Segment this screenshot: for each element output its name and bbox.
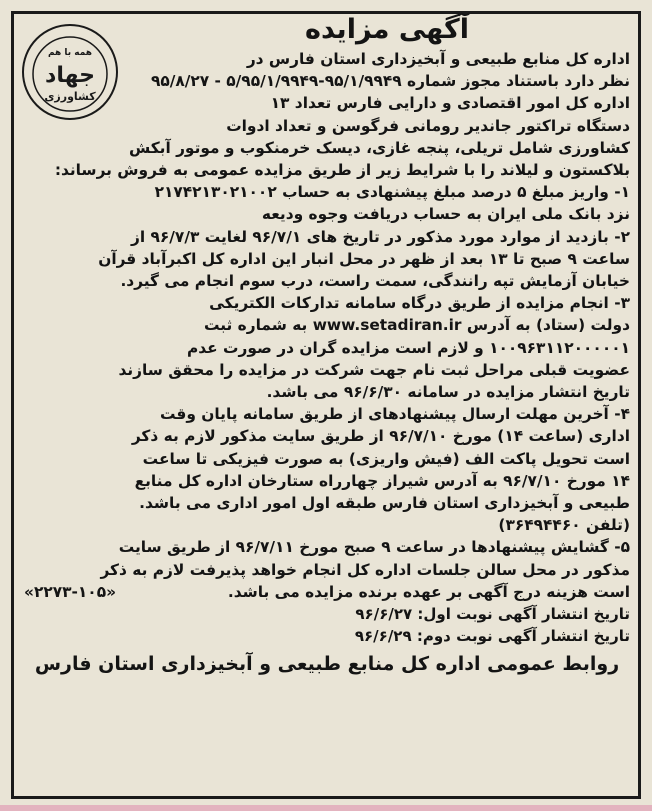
notice-content xyxy=(24,14,630,675)
logo-top-text: همه با هم xyxy=(47,48,93,58)
clause-line: نزد بانک ملی ایران به حساب دریافت وجوه ودیعه xyxy=(261,205,630,224)
clause-line: مذکور در محل سالن جلسات اداره کل انجام خواهد پذیرفت لازم به ذکر xyxy=(100,560,630,579)
clause-line: ساعت ۹ صبح تا ۱۳ بعد از ظهر در محل انبار این اداره کل اکبرآباد قرآن xyxy=(98,249,630,268)
reference-number: «۲۲۷۳-۱۰۵» xyxy=(24,582,117,601)
clause-line-with-reference xyxy=(24,581,630,603)
clause-line: طبیعی و آبخیزداری استان فارس طبقه اول امور اداری می باشد. xyxy=(139,494,630,513)
intro-line: نظر دارد باستناد مجوز شماره ۹۵/۱/۹۹۴۹-۵/۹۵/۱/۹۹۴۹ - ۹۵/۸/۲۷ xyxy=(150,72,630,91)
intro-line: اداره کل امور اقتصادی و دارایی فارس تعداد ۱۳ xyxy=(270,94,630,113)
clause-line: ۴- آخرین مهلت ارسال پیشنهادهای از طریق سامانه پایان وقت xyxy=(159,405,630,424)
intro-line: دستگاه تراکتور جاندیر رومانی فرگوسن و تعداد ادوات xyxy=(226,116,630,135)
clause-4 xyxy=(24,403,630,536)
clause-5 xyxy=(24,536,630,603)
clause-line: ۲- بازدید از موارد مورد مذکور در تاریخ های ۹۶/۷/۱ لغایت ۹۶/۷/۳ از xyxy=(131,227,630,246)
intro-line: اداره کل منابع طبیعی و آبخیزداری استان فارس در xyxy=(246,50,630,68)
logo-bottom-text: کشاورزی xyxy=(44,90,96,103)
clause-line: عضویت قبلی مراحل ثبت نام جهت شرکت در مزایده را محقق سازند xyxy=(118,360,630,379)
clause-line: خیابان آزمایش تپه رانندگی، سمت راست، درب سوم انجام می گیرد. xyxy=(120,272,630,291)
clause-line: است هزینه درج آگهی بر عهده برنده مزایده می باشد. xyxy=(227,582,630,601)
signature: روابط عمومی اداره کل منابع طبیعی و آبخیزداری استان فارس xyxy=(34,653,620,676)
clause-line: تاریخ انتشار مزایده در سامانه ۹۶/۶/۳۰ می باشد. xyxy=(266,383,630,402)
clause-1 xyxy=(24,181,630,225)
clause-2 xyxy=(24,226,630,293)
intro-line: بلاکستون و لیلاند را با شرایط زیر از طریق مزایده عمومی به فروش برساند: xyxy=(54,161,630,180)
clause-line: ۱۴ مورخ ۹۶/۷/۱۰ به آدرس شیراز چهارراه ستارخان اداره کل منابع xyxy=(134,471,630,490)
notice-title: آگهی مزایده xyxy=(305,14,469,45)
clause-line: اداری (ساعت ۱۴) مورخ ۹۶/۷/۱۰ از طریق سایت مذکور لازم به ذکر xyxy=(131,427,630,446)
logo-main-text: جهاد xyxy=(45,63,95,88)
first-publication-date: تاریخ انتشار آگهی نوبت اول: ۹۶/۶/۲۷ xyxy=(355,605,630,624)
publication-dates xyxy=(24,603,630,647)
clause-line: ۱۰۰۹۶۳۱۱۲۰۰۰۰۰۱ و لازم است مزایده گران در صورت عدم xyxy=(186,338,630,357)
clause-line: ۳- انجام مزایده از طریق درگاه سامانه تدارکات الکتریکی xyxy=(209,294,630,313)
second-publication-date: تاریخ انتشار آگهی نوبت دوم: ۹۶/۶/۲۹ xyxy=(354,627,630,646)
clause-line: است تحویل پاکت الف (فیش واریزی) به صورت فیزیکی تا ساعت xyxy=(142,449,630,468)
clause-line: (تلفن ۳۶۴۹۴۴۶۰) xyxy=(498,516,630,535)
clause-line: ۵- گشایش پیشنهادها در ساعت ۹ صبح مورخ ۹۶/۷/۱۱ از طریق سایت xyxy=(118,538,630,557)
intro-line: کشاورزی شامل تریلی، پنجه غازی، دیسک خرمنکوب و موتور آبکش xyxy=(128,138,630,157)
notice-intro xyxy=(24,48,630,181)
clause-line: ۱- واریز مبلغ ۵ درصد مبلغ پیشنهادی به حساب ۲۱۷۴۲۱۳۰۲۱۰۰۲ xyxy=(154,183,630,202)
clause-line: دولت (ستاد) به آدرس www.setadiran.ir به شماره ثبت xyxy=(203,316,630,335)
bottom-color-strip xyxy=(0,805,652,811)
clause-3 xyxy=(24,292,630,403)
